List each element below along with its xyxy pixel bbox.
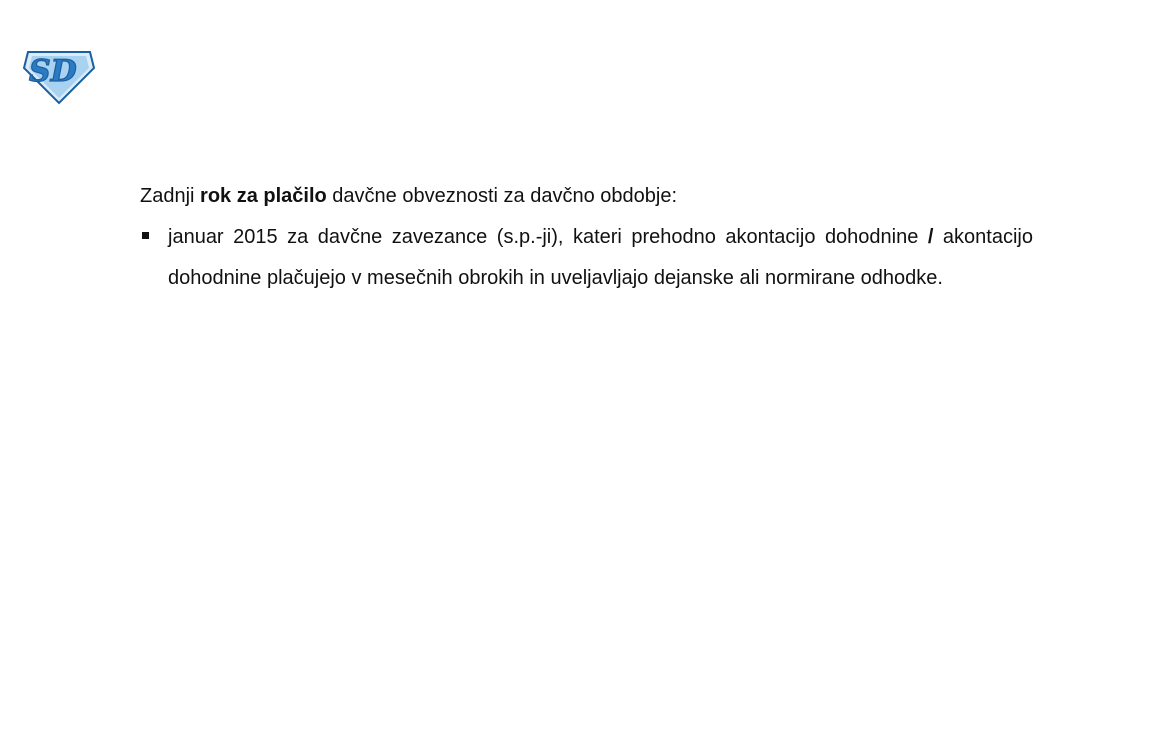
square-bullet-icon [142, 232, 149, 239]
list-item-text-continued: akontacijo dohodnine plačujejo v mesečnih obrokih in uveljavljajo dejanske ali normirane odhodke. [168, 226, 1033, 289]
intro-text-start: Zadnji [140, 185, 201, 207]
intro-bold-phrase: rok za plačilo [200, 185, 327, 207]
list-item [140, 217, 1033, 299]
document-body [140, 176, 1033, 299]
shield-logo-icon [22, 48, 96, 106]
company-logo [22, 48, 96, 106]
logo-lettering: SD [29, 54, 77, 89]
bullet-list [140, 217, 1033, 299]
list-item-text: januar 2015 za davčne zavezance (s.p.-ji), kateri prehodno akontacijo dohodnine [168, 226, 928, 248]
intro-paragraph [140, 176, 1033, 217]
intro-text-end: davčne obveznosti za davčno obdobje: [326, 185, 677, 207]
list-item-bold-slash: / [927, 226, 934, 248]
